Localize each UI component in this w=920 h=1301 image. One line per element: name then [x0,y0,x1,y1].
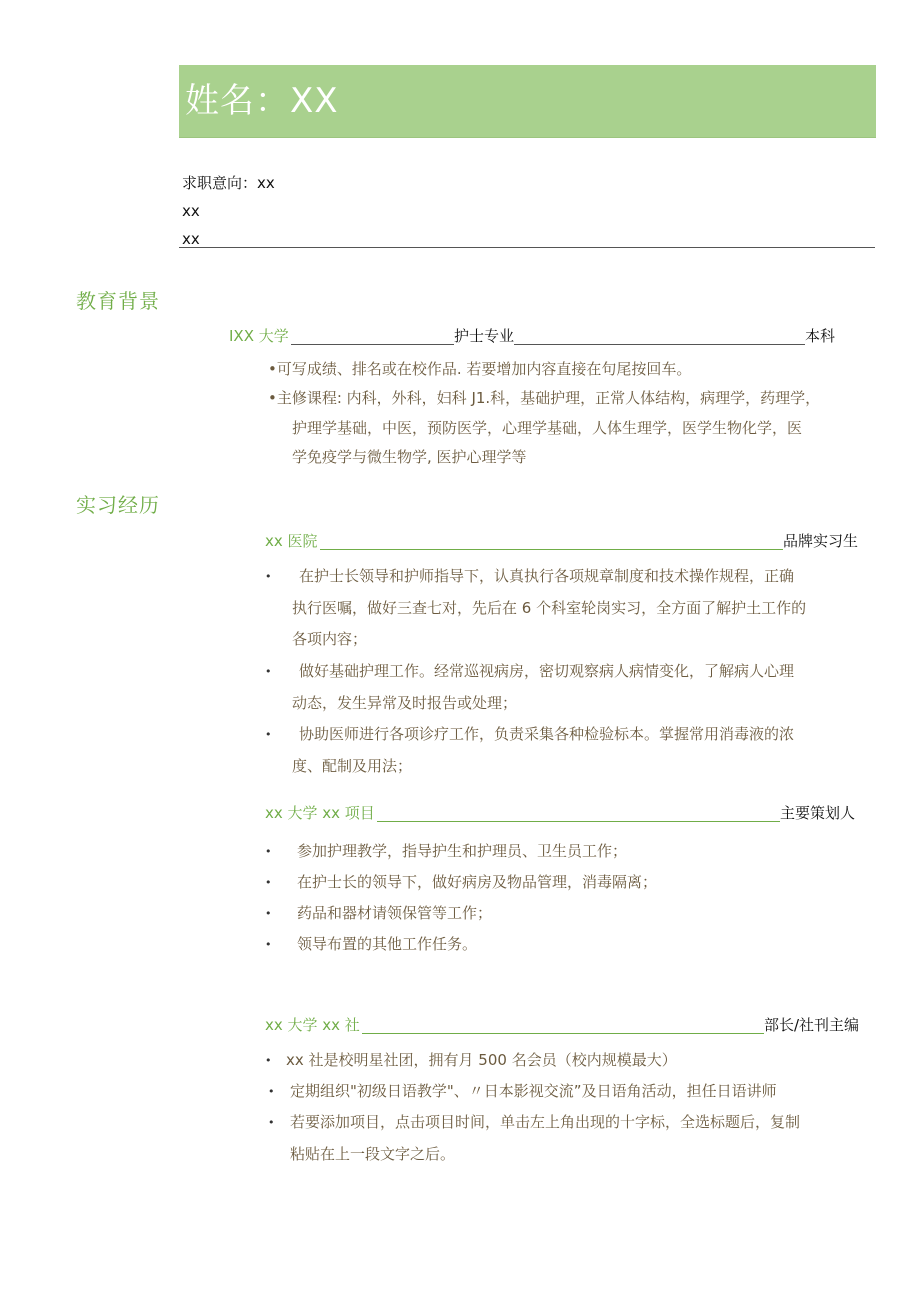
courses-line-2: 护理学基础，中医，预防医学，心理学基础，人体生理学，医学生物化学，医 [292,418,803,437]
candidate-name: 姓名：XX [185,81,339,121]
courses-line-1: 内科，外科，妇科 J1.科，基础护理，正常人体结构，病理学，药理学， [341,389,821,407]
entry-3-bullet-2 [268,1076,878,1108]
bullet-text: 粘贴在上一段文字之后。 [290,1144,456,1163]
contact-divider [179,247,875,248]
entry-3-bullet-1 [265,1045,877,1077]
bullet-text: 定期组织"初级日语教学"、〃日本影视交流”及日语角活动，担任日语讲师 [290,1082,777,1100]
education-courses [268,384,878,473]
entry-2-bullet-4 [265,929,877,961]
education-note: •可写成绩、排名或在校作品. 若要增加内容直接在句尾按回车。 [268,360,692,378]
school-name: IXX 大学 [229,327,289,345]
bullet-dot: • [265,665,272,678]
contact-line-2: xx [182,202,200,220]
courses-line-3: 学免疫学与微生物学, 医护心理学等 [292,448,527,466]
entry-1-bullet-3 [265,719,877,782]
internship-entry-3 [265,1016,859,1034]
education-entry-rule [229,344,835,345]
bullet-text: 各项内容； [292,630,368,648]
degree: 本科 [804,327,835,345]
bullet-dot: • [265,1054,272,1067]
bullet-dot: • [268,1116,275,1129]
internship-entry-1 [265,532,858,550]
major: 护士专业 [454,327,515,345]
bullet-text: 在护士长领导和护师指导下，认真执行各项规章制度和技术操作规程，正确 [299,567,795,585]
entry-1-bullet-1 [265,561,877,656]
bullet-text: 在护士长的领导下，做好病房及物品管理，消毒隔离； [297,873,658,891]
section-title-education: 教育背景 [76,289,160,313]
entry-3-org: xx 大学 xx 社 [265,1016,360,1034]
bullet-dot: • [268,1085,275,1098]
entry-1-role: 品牌实习生 [782,532,858,550]
bullet-dot: • [265,938,272,951]
entry-2-bullet-2 [265,867,877,899]
bullet-dot: • [265,728,272,741]
bullet-dot: • [265,876,272,889]
entry-3-role: 部长/社刊主编 [763,1016,859,1034]
education-entry [229,327,835,345]
contact-line-3: xx [182,230,200,248]
bullet-text: xx 社是校明星社团，拥有月 500 名会员（校内规模最大） [286,1051,677,1069]
bullet-text: 做好基础护理工作。经常巡视病房，密切观察病人病情变化，了解病人心理 [299,662,795,680]
entry-1-org: xx 医院 [265,532,318,550]
entry-2-org: xx 大学 xx 项目 [265,804,375,822]
bullet-dot: • [265,845,272,858]
entry-2-role: 主要策划人 [779,804,855,822]
job-intent: 求职意向：xx [182,174,275,192]
entry-1-rule [265,549,858,550]
courses-label: •主修课程: [268,389,342,407]
entry-1-bullet-2 [265,656,877,719]
internship-entry-2 [265,804,855,822]
bullet-text: 若要添加项目，点击项目时间，单击左上角出现的十字标，全选标题后，复制 [290,1113,801,1131]
bullet-text: 领导布置的其他工作任务。 [297,935,478,953]
bullet-text: 动态，发生异常及时报告或处理； [292,693,518,712]
name-banner [179,65,876,138]
bullet-text: 执行医嘱，做好三查七对，先后在 6 个科室轮岗实习，全方面了解护土工作的 [292,598,807,617]
bullet-dot: • [265,907,272,920]
entry-2-bullet-1 [265,836,877,868]
bullet-dot: • [265,570,272,583]
bullet-text: 协助医师进行各项诊疗工作，负责采集各种检验标本。掌握常用消毒液的浓 [299,725,795,743]
bullet-text: 参加护理教学，指导护生和护理员、卫生员工作； [297,842,628,860]
entry-3-bullet-3 [268,1107,878,1170]
bullet-text: 药品和器材请领保管等工作； [297,904,493,922]
bullet-text: 度、配制及用法； [292,756,413,775]
entry-2-bullet-3 [265,898,877,930]
section-title-internship: 实习经历 [76,493,160,517]
